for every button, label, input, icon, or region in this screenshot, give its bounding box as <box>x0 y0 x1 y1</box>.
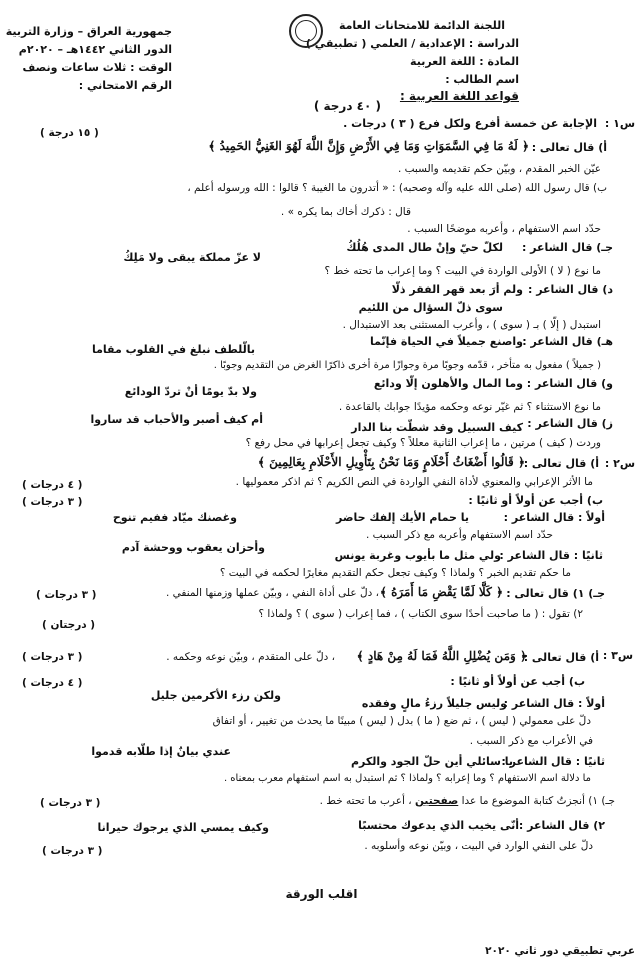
q1-e-verse1: واصنع جميلاً في الحياة فإنّما <box>370 335 523 348</box>
section-total: ( ٤٠ درجة ) <box>313 99 381 113</box>
q1-d-task: استبدل ( إلّا ) بـ ( سوى ) ، وأعرب المستثنى بعد الاستبدال . <box>342 319 601 331</box>
q3-c2-lead: ٢) قال الشاعر : <box>518 819 605 832</box>
q2-b1-lead: أولاً : قال الشاعر : <box>503 511 605 524</box>
q2-b2-lead: ثانيًا : قال الشاعر : <box>499 549 603 562</box>
q3-c1-score: ( ٣ درجات ) <box>40 797 101 809</box>
q1-g-lead: ز) قال الشاعر : <box>527 417 613 430</box>
q2-b2-verse2: وأحزان يعقوب ووحشة آدم <box>121 541 265 554</box>
q2-a-lead: أ) قال تعالى : <box>523 457 599 470</box>
ministry-seal-icon <box>289 14 323 48</box>
q2-label: س٢ : <box>604 457 635 470</box>
section-title: قواعد اللغة العربية : <box>399 89 519 103</box>
q3-b-lead: ب) أجب عن أولاً أو ثانيًا : <box>450 675 585 688</box>
q2-b-lead: ب) أجب عن أولاً أو ثانيًا : <box>468 494 603 507</box>
q3-b1-lead: أولاً : قال الشاعر : <box>503 697 605 710</box>
q3-b2-verse1: يا سائلي أين حلّ الجود والكرم <box>350 755 513 768</box>
q2-b-score: ( ٣ درجات ) <box>22 496 83 508</box>
exam-session: الدور الثاني ١٤٤٢هـ – ٢٠٢٠م <box>18 43 172 56</box>
q1-g-verse2: كيف السبيل وقد شطّت بنا الدار <box>351 421 523 434</box>
q1-c-verse2: لا عزّ مملكة يبقى ولا مَلِكُ <box>123 251 261 264</box>
q3-c2-score: ( ٣ درجات ) <box>42 845 103 857</box>
q1-b-line1: ب) قال رسول الله (صلى الله عليه وآله وصحبه) : « أتدرون ما الغيبة ؟ قالوا : الله ورسوله أعلم ، <box>187 182 607 194</box>
exam-time: الوقت : ثلاث ساعات ونصف <box>22 61 172 74</box>
q1-b-task: حدّد اسم الاستفهام ، وأعربه موضحًا السبب . <box>407 223 601 235</box>
committee-name: اللجنة الدائمة للامتحانات العامة <box>338 19 505 32</box>
turn-page-note: اقلب الورقة <box>285 887 358 901</box>
bottom-note: عربي تطبيقي دور ثاني ٢٠٢٠ <box>485 945 635 957</box>
q2-a-task: ما الأثر الإعرابي والمعنوي لأداة النفي الواردة في النص الكريم ؟ ثم اذكر معموليها . <box>235 476 593 488</box>
q2-c1-task: ، دلّ على أداة النفي ، وبيّن عملها وزمنها المنفي . <box>165 587 379 599</box>
q1-g-task: وردت ( كيف ) مرتين ، ما إعراب الثانية معللاً ؟ وكيف تجعل إعرابها في محل رفع ؟ <box>245 437 601 449</box>
q1-g-verse1: أم كيف أصبر والأحباب قد ساروا <box>90 413 263 426</box>
q3-label: س٣ : <box>602 649 633 662</box>
q3-b2-verse2: عندي بيانٌ إذا طلّابه قدموا <box>91 745 231 758</box>
q2-b1-task: حدّد اسم الاستفهام وأعربه مع ذكر السبب . <box>365 529 553 541</box>
q2-a-score: ( ٤ درجات ) <box>22 479 83 491</box>
subject: المادة : اللغة العربية <box>410 55 519 68</box>
q2-c2-text: ٢) تقول : ( ما صاحبت أحدًا سوى الكتاب ) ، فما إعراب ( سوى ) ؟ ولماذا ؟ <box>258 608 583 620</box>
q1-f-verse1: وما المال والأهلون إلّا ودائع <box>373 377 523 390</box>
q3-b1-task2: في الأعراب مع ذكر السبب . <box>469 735 593 747</box>
q1-c-task: ما نوع ( لا ) الأولى الواردة في البيت ؟ وما إعراب ما تحته خط ؟ <box>324 265 601 277</box>
q3-b1-verse2: ولكن رزء الأكرمين جليل <box>150 689 281 702</box>
q1-d-verse2: سوى ذلّ السؤال من اللئيم <box>358 301 503 314</box>
q2-c1-lead: جـ) ١) قال تعالى : <box>506 587 605 600</box>
q2-c1-verse: ﴿ كَلَّا لَمَّا يَقْضِ مَا أَمَرَهُ ﴾ <box>379 585 503 599</box>
q1-c-lead: جـ) قال الشاعر : <box>521 241 613 254</box>
q3-b2-task: ما دلالة اسم الاستفهام ؟ وما إعرابه ؟ ولماذا ؟ ثم استبدل به اسم استفهام معرب بمعناه . <box>223 773 591 784</box>
q1-c-verse1: لكلّ حيّ وإنْ طال المدى هُلُكُ <box>346 241 503 254</box>
q3-c1-underlined: صفحتين <box>414 795 459 807</box>
q3-c2-verse1: أنّى يخيب الذي يدعوك محتسبًا <box>358 819 519 832</box>
q3-c2-task: دلّ على النفي الوارد في البيت ، وبيّن نوعه وأسلوبه . <box>364 840 593 852</box>
q3-b-score: ( ٤ درجات ) <box>22 677 83 689</box>
q1-e-lead: هـ) قال الشاعر : <box>522 335 613 348</box>
q2-c2-score: ( درجتان ) <box>42 619 96 631</box>
q3-a-task: ، دلّ على المتقدم ، وبيّن نوعه وحكمه . <box>166 651 335 663</box>
q3-c1-text-a: جـ) ١) أنجزتُ كتابة الموضوع ما عدا <box>461 795 615 807</box>
exam-number-label: الرقم الامتحاني : <box>78 79 172 92</box>
q1-a-task: عيّن الخبر المقدم ، وبيّن حكم تقديمه والسبب . <box>397 163 601 175</box>
q1-a-lead: أ) قال تعالى : <box>531 141 607 154</box>
q1-f-verse2: ولا بدّ يومًا أنْ تردّ الودائع <box>124 385 257 398</box>
q1-e-task: ( جميلاً ) مفعول به متأخر ، قدّمه وجوبًا مرة وجوازًا مرة أخرى ذاكرًا الغرض من التقديم وجوبًا . <box>213 360 601 371</box>
q1-d-verse1: ولم أرَ بعد قهر الفقر ذلّا <box>391 283 523 296</box>
q1-d-lead: د) قال الشاعر : <box>527 283 613 296</box>
q3-a-verse: ﴿ وَمَن يُضْلِلِ اللَّهُ فَمَا لَهُ مِنْ هَادٍ ﴾ <box>356 649 527 663</box>
q3-c1-text-b: ، أعرب ما تحته خط . <box>319 795 412 807</box>
q1-b-line2: قال : ذكرك أخاك بما يكره » . <box>280 206 411 218</box>
q3-b2-lead: ثانيًا : قال الشاعر : <box>501 755 605 768</box>
study-type: الدراسة : الإعدادية / العلمي ( تطبيقي ) <box>305 37 519 50</box>
q1-score: ( ١٥ درجة ) <box>40 127 99 139</box>
q1-a-verse: ﴿ لَهُ مَا فِي السَّمَوَاتِ وَمَا فِي الأَرْضِ وَإِنَّ اللَّهَ لَهُوَ الغَنِيُّ الحَمِيدُ ﴾ <box>208 139 529 153</box>
q3-a-lead: أ) قال تعالى : <box>523 651 599 664</box>
q2-a-verse: ﴿ قَالُوا أَضْغَاثُ أَحْلَامٍ وَمَا نَحْنُ بِتَأْوِيلِ الأَحْلَامِ بِعَالِمِينَ ﴾ <box>257 455 525 469</box>
q2-b1-verse1: يا حمام الأيك إلفك حاضر <box>336 511 469 524</box>
q2-b1-verse2: وغصنك ميّاد ففيم تنوح <box>112 511 237 524</box>
republic-ministry: جمهورية العراق – وزارة التربية <box>5 25 172 38</box>
q2-b2-verse1: ولي مثل ما بأيوب وغربة يونس <box>334 549 501 562</box>
q3-b1-task1: دلّ على معمولي ( ليس ) ، ثم ضع ( ما ) بدل ( ليس ) مبينًا ما يحدث من تغيير ، أو اتفاق <box>212 715 591 727</box>
q1-f-task: ما نوع الاستثناء ؟ ثم غيّر نوعه وحكمه مؤيدًا جوابك بالقاعدة . <box>338 401 601 413</box>
q3-b1-verse1: وليس جليلاً رزءُ مالٍ وفقده <box>361 697 507 710</box>
q2-c1-score: ( ٣ درجات ) <box>36 589 97 601</box>
q3-c1-text <box>320 796 615 807</box>
q1-label: س١ : <box>604 117 635 130</box>
q3-a-score: ( ٣ درجات ) <box>22 651 83 663</box>
q1-e-verse2: بالّلطف نبلغ في القلوب مقاما <box>91 343 255 356</box>
q3-c2-verse2: وكيف يمسي الذي يرجوك حيرانا <box>97 821 269 834</box>
q2-b2-task: ما حكم تقديم الخبر ؟ ولماذا ؟ وكيف تجعل حكم التقديم مغايرًا لحكمه في البيت ؟ <box>219 567 571 579</box>
q1-f-lead: و) قال الشاعر : <box>526 377 613 390</box>
q1-intro: الإجابة عن خمسة أفرع ولكل فرع ( ٣ ) درجات . <box>343 117 597 130</box>
student-name-label: اسم الطالب : <box>445 73 519 86</box>
